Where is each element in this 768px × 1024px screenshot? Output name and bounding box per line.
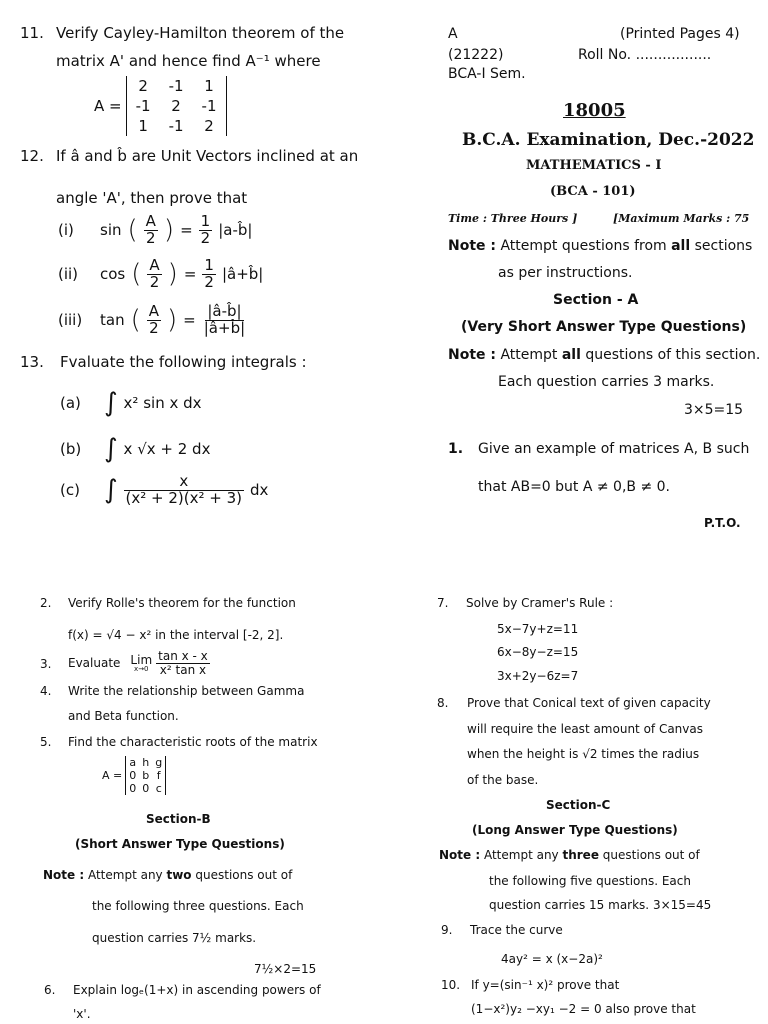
part-label: (c): [60, 481, 80, 500]
q13-part-b: [60, 434, 210, 464]
integrand: x √x + 2 dx: [123, 440, 211, 458]
q1-line2: that AB=0 but A ≠ 0,B ≠ 0.: [478, 479, 671, 495]
section-c-heading: Section-C: [546, 798, 611, 812]
integrand: x² sin x dx: [123, 394, 202, 412]
matrix-cell: b: [142, 769, 150, 782]
q10-line1: If y=(sin⁻¹ x)² prove that: [471, 978, 620, 992]
section-a-heading: Section - A: [553, 292, 639, 308]
arg-fraction: $\frac{A}{2}$: [145, 212, 156, 247]
coef-fraction: $\frac{1}{2}$: [200, 212, 211, 247]
q3-number: 3.: [40, 657, 52, 671]
printed-pages: (Printed Pages 4): [620, 26, 740, 42]
q12-part-i: (i) sin ( $\frac{A}{2}$ ) = $\frac{1}{2}$ |a-b̂|: [58, 212, 253, 247]
matrix-cell: -1: [135, 97, 151, 115]
matrix-cell: 2: [138, 77, 148, 95]
note2: Note : Attempt all questions of this section.: [448, 347, 761, 363]
matrix-cell: c: [155, 782, 162, 795]
q1-number: 1.: [448, 441, 464, 457]
q5-matrix: [125, 756, 166, 795]
max-marks: [Maximum Marks : 75: [613, 212, 750, 225]
matrix-cell: -1: [168, 117, 184, 135]
section-c-subheading: (Long Answer Type Questions): [472, 823, 678, 837]
q4-number: 4.: [40, 684, 52, 698]
q7-eq3: 3x+2y−6z=7: [497, 669, 579, 683]
q12-part-ii: (ii) cos ( $\frac{A}{2}$ ) = $\frac{1}{2}$ |â+b̂|: [58, 256, 264, 291]
integrand-tail: dx: [250, 481, 269, 500]
matrix-cell: 0: [129, 769, 137, 782]
q7-number: 7.: [437, 596, 449, 610]
q13-number: 13.: [20, 353, 44, 371]
q5-line1: Find the characteristic roots of the matrix: [68, 735, 318, 749]
matrix-cell: 2: [171, 97, 181, 115]
q13-text: Fvaluate the following integrals :: [60, 353, 307, 371]
arg-fraction: $\frac{A}{2}$: [149, 256, 160, 291]
q10-line2: (1−x²)y₂ −xy₁ −2 = 0 also prove that: [471, 1002, 696, 1016]
matrix-cell: 1: [138, 117, 148, 135]
section-a-subheading: (Very Short Answer Type Questions): [461, 319, 747, 335]
q7-text: Solve by Cramer's Rule :: [466, 596, 614, 610]
matrix-cell: 2: [204, 117, 214, 135]
q11-matrix-label: A =: [94, 97, 122, 115]
q9-text: Trace the curve: [470, 923, 563, 937]
q5-matrix-block: [102, 756, 166, 795]
q11-line1: Verify Cayley-Hamilton theorem of the: [56, 24, 345, 42]
section-c-note: Note : Attempt any three questions out of: [439, 848, 700, 862]
code-number: (21222): [448, 47, 504, 63]
fn-name: cos: [100, 265, 126, 284]
q11-line2: matrix A' and hence find A⁻¹ where: [56, 52, 321, 70]
matrix-cell: 0: [142, 782, 150, 795]
part-label: (i): [58, 221, 74, 240]
section-b-note-line2: the following three questions. Each: [92, 899, 304, 913]
integral-symbol: ∫: [104, 388, 118, 418]
part-label: (iii): [58, 311, 83, 330]
q12-part-iii: (iii) tan ( $\frac{A}{2}$ ) = $\frac{|â-b̂|}{|â+b̂|}$: [58, 302, 246, 337]
q11-matrix-block: [94, 76, 227, 136]
matrix-cell: -1: [201, 97, 217, 115]
q13-part-a: [60, 388, 202, 418]
q3-expr: [68, 650, 210, 676]
note-label: Note :: [448, 347, 496, 363]
q9-number: 9.: [441, 923, 453, 937]
q11-number: 11.: [20, 24, 44, 42]
part-label: (b): [60, 440, 82, 458]
lim-label: Lim: [130, 652, 153, 667]
q5-matrix-label: A =: [102, 769, 123, 782]
note-label: Note :: [439, 848, 481, 862]
integral-symbol: ∫: [104, 475, 118, 506]
matrix-cell: -1: [168, 77, 184, 95]
exam-title: B.C.A. Examination, Dec.-2022: [462, 130, 755, 150]
q2-line2: f(x) = √4 − x² in the interval [-2, 2].: [68, 628, 284, 642]
q8-line2: will require the least amount of Canvas: [467, 722, 703, 736]
q7-eq2: 6x−8y−z=15: [497, 645, 579, 659]
q1-line1: Give an example of matrices A, B such: [478, 441, 750, 457]
q11-matrix: [126, 76, 227, 136]
section-c-note-line3: question carries 15 marks. 3×15=45: [489, 898, 712, 912]
q12-line1: If â and b̂ are Unit Vectors inclined at an: [56, 147, 359, 165]
integral-symbol: ∫: [104, 434, 118, 464]
q6-number: 6.: [44, 983, 56, 997]
q8-line1: Prove that Conical text of given capacity: [467, 696, 711, 710]
section-b-subheading: (Short Answer Type Questions): [75, 837, 285, 851]
rhs-fraction: $\frac{|â-b̂|}{|â+b̂|}$: [203, 302, 246, 337]
q3-fraction: $\frac{\text{tan x - x}}{\text{x² tan x}}$: [158, 649, 208, 677]
time-limit: Time : Three Hours ]: [448, 212, 578, 225]
section-b-marks: 7½×2=15: [254, 962, 317, 976]
note-label: Note :: [448, 238, 496, 254]
paper-code: 18005: [563, 100, 626, 121]
section-b-note-line3: question carries 7½ marks.: [92, 931, 257, 945]
section-a-marks: 3×5=15: [684, 402, 744, 418]
course-code: (BCA - 101): [550, 184, 636, 199]
q4-line1: Write the relationship between Gamma: [68, 684, 305, 698]
section-b-note: Note : Attempt any two questions out of: [43, 868, 293, 882]
part-label: (a): [60, 394, 81, 412]
section-c-note-line2: the following five questions. Each: [489, 874, 691, 888]
q2-number: 2.: [40, 596, 52, 610]
part-label: (ii): [58, 265, 79, 284]
q12-number: 12.: [20, 147, 44, 165]
section-b-heading: Section-B: [146, 812, 211, 826]
matrix-cell: 1: [204, 77, 214, 95]
q10-number: 10.: [441, 978, 461, 992]
paper-letter: A: [448, 26, 458, 42]
rhs: |a-b̂|: [218, 221, 253, 240]
note2-line2: Each question carries 3 marks.: [498, 374, 715, 390]
q5-number: 5.: [40, 735, 52, 749]
q13-part-c: [60, 474, 268, 507]
fn-name: sin: [100, 221, 122, 240]
q6-line1: Explain logₑ(1+x) in ascending powers of: [73, 983, 321, 997]
note-label: Note :: [43, 868, 85, 882]
rhs: |â+b̂|: [221, 265, 264, 284]
q8-line4: of the base.: [467, 773, 539, 787]
q2-line1: Verify Rolle's theorem for the function: [68, 596, 296, 610]
q8-line3: when the height is √2 times the radius: [467, 747, 700, 761]
integrand-fraction: $\frac{x}{\text{(x² + 2)(x² + 3)}}$: [125, 472, 243, 507]
matrix-cell: g: [155, 756, 163, 769]
roll-number: Roll No. .................: [578, 47, 712, 63]
note1-line2: as per instructions.: [498, 265, 633, 281]
subject-title: MATHEMATICS - I: [526, 158, 662, 173]
fn-name: tan: [100, 311, 125, 330]
matrix-cell: a: [129, 756, 137, 769]
q8-number: 8.: [437, 696, 449, 710]
lim-subscript: x→0: [134, 664, 149, 673]
coef-fraction: $\frac{1}{2}$: [204, 256, 214, 291]
arg-fraction: $\frac{A}{2}$: [148, 302, 160, 337]
q3-text: Evaluate: [68, 656, 121, 671]
q7-eq1: 5x−7y+z=11: [497, 622, 579, 636]
q4-line2: and Beta function.: [68, 709, 179, 723]
q9-equation: 4ay² = x (x−2a)²: [501, 952, 603, 966]
matrix-cell: 0: [129, 782, 137, 795]
q6-line2: 'x'.: [73, 1007, 91, 1021]
note1: Note : Attempt questions from all sections: [448, 238, 753, 254]
matrix-cell: h: [142, 756, 150, 769]
pto-marker: P.T.O.: [704, 516, 741, 530]
q12-line2: angle 'A', then prove that: [56, 189, 248, 207]
semester: BCA-I Sem.: [448, 66, 526, 82]
matrix-cell: f: [156, 769, 161, 782]
